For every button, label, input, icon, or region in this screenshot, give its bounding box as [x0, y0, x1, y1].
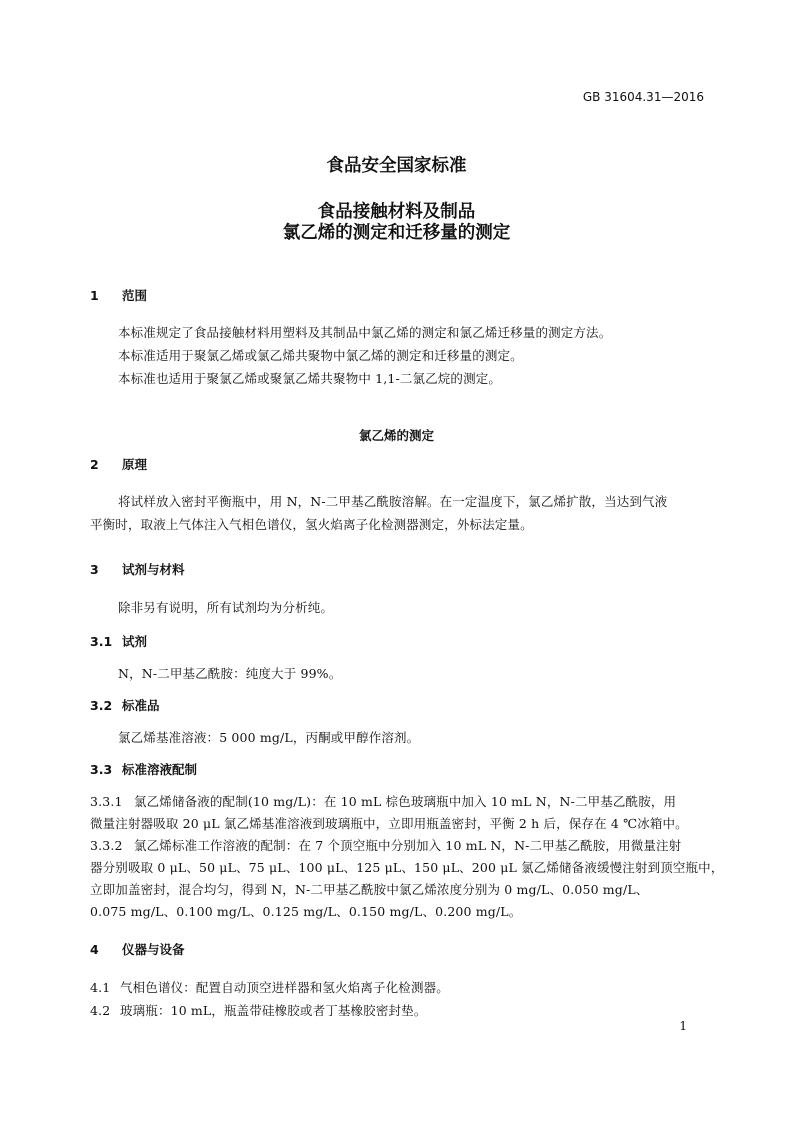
section-3-1-heading	[90, 632, 147, 650]
section-3-3-number: 3.3	[90, 762, 113, 777]
section-3-3-2-text: 氯乙烯标准工作溶液的配制：在 7 个顶空瓶中分别加入 10 mL N，N-二甲基乙酰胺，用微量注射	[134, 838, 682, 853]
section-3-3-1-number: 3.3.1	[90, 794, 123, 809]
main-title: 食品安全国家标准	[326, 156, 467, 176]
section-1-paragraph-2: 本标准适用于聚氯乙烯或氯乙烯共聚物中氯乙烯的测定和迁移量的测定。	[118, 348, 523, 363]
section-3-3-2-line-2: 器分别吸取 0 μL、50 μL、75 μL、100 μL、125 μL、150 μL、200 μL 氯乙烯储备液缓慢注射到顶空瓶中，	[90, 860, 724, 875]
section-3-3-2-line-4: 0.075 mg/L、0.100 mg/L、0.125 mg/L、0.150 mg/L、0.200 mg/L。	[90, 904, 522, 919]
section-3-3-1-text: 氯乙烯储备液的配制(10 mg/L)：在 10 mL 棕色玻璃瓶中加入 10 mL N，N-二甲基乙酰胺，用	[134, 794, 677, 809]
section-3-1-title: 试剂	[122, 634, 148, 649]
section-3-3-2-number: 3.3.2	[90, 838, 123, 853]
section-3-3-2-line-3: 立即加盖密封，混合均匀，得到 N，N-二甲基乙酰胺中氯乙烯浓度分别为 0 mg/L、0.050 mg/L、	[90, 882, 649, 897]
section-4-2-text: 玻璃瓶：10 mL，瓶盖带硅橡胶或者丁基橡胶密封垫。	[120, 1003, 427, 1018]
section-2-title: 原理	[122, 457, 148, 472]
section-3-2-title: 标准品	[122, 698, 160, 713]
section-4-2-line	[90, 1001, 426, 1019]
section-2-line-1: 将试样放入密封平衡瓶中，用 N，N-二甲基乙酰胺溶解。在一定温度下，氯乙烯扩散，当达到气液	[118, 494, 668, 509]
standard-code: GB 31604.31—2016	[582, 90, 704, 104]
section-3-intro: 除非另有说明，所有试剂均为分析纯。	[118, 600, 334, 615]
part-title: 氯乙烯的测定	[358, 428, 434, 443]
section-3-2-number: 3.2	[90, 698, 113, 713]
section-3-3-1-line-1	[90, 792, 676, 810]
section-4-title: 仪器与设备	[122, 942, 185, 957]
section-1-paragraph-1: 本标准规定了食品接触材料用塑料及其制品中氯乙烯的测定和氯乙烯迁移量的测定方法。	[118, 325, 612, 340]
section-3-3-title: 标准溶液配制	[122, 762, 198, 777]
section-4-1-text: 气相色谱仪：配置自动顶空进样器和氢火焰离子化检测器。	[120, 980, 449, 995]
section-1-paragraph-3: 本标准也适用于聚氯乙烯或聚氯乙烯共聚物中 1,1-二氯乙烷的测定。	[118, 371, 502, 386]
section-1-heading	[90, 286, 147, 304]
section-3-3-1-line-2: 微量注射器吸取 20 μL 氯乙烯基准溶液到玻璃瓶中，立即用瓶盖密封，平衡 2 h 后，保存在 4 ℃冰箱中。	[90, 816, 688, 831]
subtitle-line-1: 食品接触材料及制品	[317, 202, 476, 222]
section-3-number: 3	[90, 562, 99, 577]
section-3-1-text: N，N-二甲基乙酰胺：纯度大于 99%。	[118, 666, 342, 681]
section-3-2-heading	[90, 696, 160, 714]
section-3-title: 试剂与材料	[122, 562, 185, 577]
section-1-title: 范围	[122, 288, 148, 303]
page-number: 1	[679, 1019, 687, 1033]
section-3-3-2-line-1	[90, 836, 681, 854]
section-3-2-text: 氯乙烯基准溶液：5 000 mg/L，丙酮或甲醇作溶剂。	[118, 730, 420, 745]
subtitle-line-2: 氯乙烯的测定和迁移量的测定	[282, 223, 511, 243]
section-3-1-number: 3.1	[90, 634, 113, 649]
section-3-3-heading	[90, 760, 197, 778]
section-4-1-number: 4.1	[90, 980, 111, 995]
section-4-number: 4	[90, 942, 99, 957]
section-4-1-line	[90, 978, 449, 996]
section-3-heading	[90, 560, 185, 578]
section-2-number: 2	[90, 457, 99, 472]
section-4-2-number: 4.2	[90, 1003, 111, 1018]
section-2-heading	[90, 455, 147, 473]
section-1-number: 1	[90, 288, 99, 303]
section-4-heading	[90, 940, 185, 958]
section-2-line-2: 平衡时，取液上气体注入气相色谱仪，氢火焰离子化检测器测定，外标法定量。	[90, 517, 533, 532]
